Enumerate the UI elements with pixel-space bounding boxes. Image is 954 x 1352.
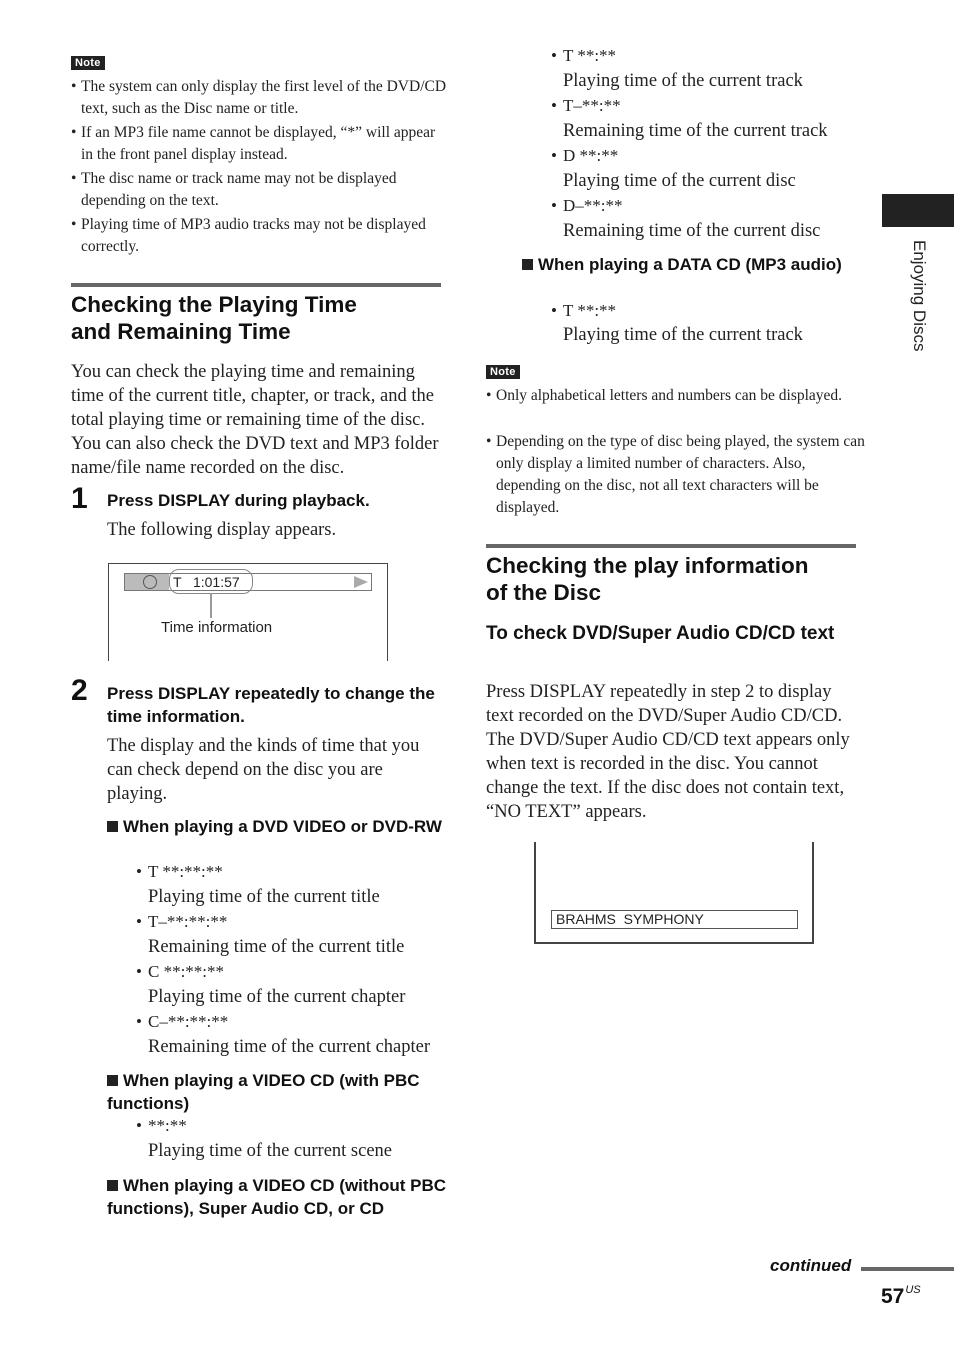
section-title bbox=[486, 552, 866, 606]
page-number bbox=[881, 1285, 921, 1309]
side-tab-marker bbox=[882, 194, 954, 227]
note-item: • The disc name or track name may not be displayed depending on the text. bbox=[71, 168, 451, 212]
time-code: • T **:**:** bbox=[148, 861, 223, 883]
note-badge: Note bbox=[71, 56, 105, 70]
section-title-line1: Checking the play information bbox=[486, 553, 809, 578]
disc-icon bbox=[143, 575, 157, 589]
time-desc: Remaining time of the current title bbox=[148, 937, 405, 957]
subsection-heading-text: When playing a VIDEO CD (with PBC functions) bbox=[107, 1071, 420, 1113]
step-body: The display and the kinds of time that you can check depend on the disc you are playing. bbox=[107, 736, 420, 804]
note-item: • Depending on the type of disc being played, the system can only display a limited number of characters. Also, depending on the disc, not all text characters will be displayed. bbox=[486, 431, 866, 519]
time-readout: T 1:01:57 bbox=[173, 574, 240, 590]
step-title: Press DISPLAY repeatedly to change the time information. bbox=[107, 684, 435, 726]
time-code: • T–**:**:** bbox=[148, 911, 227, 933]
subsection-heading bbox=[107, 815, 447, 838]
note-item: • The system can only display the first level of the DVD/CD text, such as the Disc name or title. bbox=[71, 76, 451, 120]
step-title: Press DISPLAY during playback. bbox=[107, 491, 370, 510]
time-code: • T–**:** bbox=[563, 95, 621, 117]
section-rule bbox=[486, 544, 856, 548]
square-bullet-icon bbox=[522, 259, 533, 270]
callout-label: Time information bbox=[161, 619, 273, 636]
square-bullet-icon bbox=[107, 1180, 118, 1191]
play-arrow-icon bbox=[354, 576, 368, 588]
time-code: • T **:** bbox=[563, 45, 616, 67]
step-number: 1 bbox=[71, 482, 88, 515]
square-bullet-icon bbox=[107, 821, 118, 832]
time-code: • T **:** bbox=[563, 300, 616, 322]
section-title bbox=[71, 291, 451, 345]
continued-rule bbox=[861, 1267, 954, 1271]
note-item: • If an MP3 file name cannot be displayed, “*” will appear in the front panel display instead. bbox=[71, 122, 451, 166]
subsection-heading-text: When playing a DATA CD (MP3 audio) bbox=[538, 255, 842, 274]
subheading: To check DVD/Super Audio CD/CD text bbox=[486, 623, 835, 644]
time-desc: Playing time of the current track bbox=[563, 71, 803, 91]
time-desc: Playing time of the current chapter bbox=[148, 987, 406, 1007]
page-region: US bbox=[905, 1284, 921, 1296]
disc-icon-box bbox=[125, 574, 169, 590]
subsection-heading bbox=[522, 253, 852, 276]
section-title-line2: of the Disc bbox=[486, 580, 602, 605]
section-intro: You can check the playing time and remaining time of the current title, chapter, or track, and the total playing time or remaining time of the disc. You can also check the DVD text and MP3 folder name/file name recorded on the disc. bbox=[71, 362, 439, 478]
text-display-illustration bbox=[534, 842, 814, 944]
page-number-value: 57 bbox=[881, 1285, 905, 1308]
time-desc: Remaining time of the current disc bbox=[563, 221, 821, 241]
display-text-box bbox=[551, 910, 798, 929]
note-badge: Note bbox=[486, 365, 520, 379]
time-code: • D **:** bbox=[563, 145, 618, 167]
time-desc: Playing time of the current title bbox=[148, 887, 380, 907]
time-display-illustration bbox=[108, 563, 388, 661]
subsection-heading bbox=[107, 1174, 447, 1220]
subsection-heading-text: When playing a VIDEO CD (without PBC functions), Super Audio CD, or CD bbox=[107, 1176, 446, 1218]
subsection-heading-text: When playing a DVD VIDEO or DVD-RW bbox=[123, 817, 442, 836]
step-number: 2 bbox=[71, 674, 88, 707]
disc-text-readout: BRAHMS SYMPHONY bbox=[556, 911, 704, 927]
section-title-line1: Checking the Playing Time bbox=[71, 292, 357, 317]
subsection-heading bbox=[107, 1069, 447, 1115]
note-item: • Only alphabetical letters and numbers can be displayed. bbox=[486, 385, 866, 407]
callout-line bbox=[210, 593, 212, 618]
time-code: • D–**:** bbox=[563, 195, 623, 217]
time-code: • **:** bbox=[148, 1115, 187, 1137]
time-desc: Playing time of the current scene bbox=[148, 1141, 393, 1161]
time-desc: Remaining time of the current track bbox=[563, 121, 828, 141]
note-item: • Playing time of MP3 audio tracks may not be displayed correctly. bbox=[71, 214, 451, 258]
section-rule bbox=[71, 283, 441, 287]
time-desc: Playing time of the current track bbox=[563, 325, 803, 345]
time-desc: Playing time of the current disc bbox=[563, 171, 796, 191]
time-code: • C–**:**:** bbox=[148, 1011, 228, 1033]
time-code: • C **:**:** bbox=[148, 961, 224, 983]
side-tab-label: Enjoying Discs bbox=[910, 240, 929, 352]
step-body: The following display appears. bbox=[107, 520, 337, 540]
section-body: Press DISPLAY repeatedly in step 2 to display text recorded on the DVD/Super Audio CD/CD. The DVD/Super Audio CD/CD text appears only when text is recorded in the disc. You cannot change the text. If the disc does not contain text, “NO TEXT” appears. bbox=[486, 682, 850, 822]
section-title-line2: and Remaining Time bbox=[71, 319, 291, 344]
time-desc: Remaining time of the current chapter bbox=[148, 1037, 431, 1057]
square-bullet-icon bbox=[107, 1075, 118, 1086]
continued-label: continued bbox=[770, 1256, 852, 1275]
